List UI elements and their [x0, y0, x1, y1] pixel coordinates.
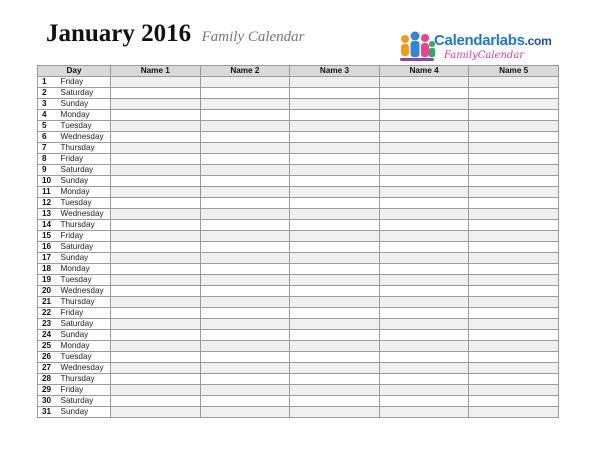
name-4-cell[interactable]: [379, 341, 469, 352]
name-5-cell[interactable]: [469, 363, 559, 374]
weekday-name: Monday: [59, 187, 111, 198]
name-4-cell[interactable]: [379, 385, 469, 396]
name-3-cell[interactable]: [290, 187, 380, 198]
name-2-cell[interactable]: [200, 242, 290, 253]
name-4-cell[interactable]: [379, 264, 469, 275]
day-number: 14: [38, 220, 59, 231]
name-2-cell[interactable]: [200, 187, 290, 198]
name-4-cell[interactable]: [379, 352, 469, 363]
day-number: 11: [38, 187, 59, 198]
day-number: 7: [38, 143, 59, 154]
name-3-cell[interactable]: [290, 242, 380, 253]
name-4-cell[interactable]: [379, 77, 469, 88]
day-number: 1: [38, 77, 59, 88]
name-2-cell[interactable]: [200, 77, 290, 88]
name-4-cell[interactable]: [379, 242, 469, 253]
column-header-day: Day: [38, 66, 111, 77]
name-3-cell[interactable]: [290, 407, 380, 418]
name-5-cell[interactable]: [469, 176, 559, 187]
name-1-cell[interactable]: [111, 253, 201, 264]
name-5-cell[interactable]: [469, 253, 559, 264]
day-number: 30: [38, 396, 59, 407]
name-3-cell[interactable]: [290, 165, 380, 176]
name-3-cell[interactable]: [290, 220, 380, 231]
name-4-cell[interactable]: [379, 275, 469, 286]
name-4-cell[interactable]: [379, 88, 469, 99]
name-1-cell[interactable]: [111, 110, 201, 121]
name-2-cell[interactable]: [200, 275, 290, 286]
day-number: 5: [38, 121, 59, 132]
name-5-cell[interactable]: [469, 198, 559, 209]
name-2-cell[interactable]: [200, 209, 290, 220]
column-header-name-2: Name 2: [200, 66, 290, 77]
table-row: [38, 231, 559, 242]
table-row: [38, 308, 559, 319]
name-1-cell[interactable]: [111, 165, 201, 176]
name-1-cell[interactable]: [111, 77, 201, 88]
name-3-cell[interactable]: [290, 88, 380, 99]
table-row: [38, 275, 559, 286]
column-header-name-3: Name 3: [290, 66, 380, 77]
name-4-cell[interactable]: [379, 363, 469, 374]
weekday-name: Friday: [59, 154, 111, 165]
day-number: 31: [38, 407, 59, 418]
name-3-cell[interactable]: [290, 121, 380, 132]
name-4-cell[interactable]: [379, 308, 469, 319]
table-row: [38, 121, 559, 132]
name-1-cell[interactable]: [111, 242, 201, 253]
day-number: 19: [38, 275, 59, 286]
name-3-cell[interactable]: [290, 176, 380, 187]
name-2-cell[interactable]: [200, 396, 290, 407]
name-5-cell[interactable]: [469, 385, 559, 396]
name-5-cell[interactable]: [469, 231, 559, 242]
name-2-cell[interactable]: [200, 132, 290, 143]
name-1-cell[interactable]: [111, 319, 201, 330]
name-3-cell[interactable]: [290, 99, 380, 110]
name-3-cell[interactable]: [290, 275, 380, 286]
day-number: 18: [38, 264, 59, 275]
weekday-name: Wednesday: [59, 286, 111, 297]
logo-wordmark: Calendarlabs.com: [434, 32, 552, 49]
day-number: 4: [38, 110, 59, 121]
name-5-cell[interactable]: [469, 341, 559, 352]
day-number: 8: [38, 154, 59, 165]
name-3-cell[interactable]: [290, 352, 380, 363]
weekday-name: Saturday: [59, 319, 111, 330]
table-row: [38, 363, 559, 374]
table-row: [38, 297, 559, 308]
name-2-cell[interactable]: [200, 363, 290, 374]
table-row: [38, 198, 559, 209]
name-4-cell[interactable]: [379, 198, 469, 209]
column-header-name-1: Name 1: [111, 66, 201, 77]
weekday-name: Wednesday: [59, 363, 111, 374]
name-2-cell[interactable]: [200, 154, 290, 165]
name-5-cell[interactable]: [469, 374, 559, 385]
name-4-cell[interactable]: [379, 330, 469, 341]
name-1-cell[interactable]: [111, 198, 201, 209]
name-1-cell[interactable]: [111, 209, 201, 220]
name-2-cell[interactable]: [200, 88, 290, 99]
weekday-name: Sunday: [59, 99, 111, 110]
name-2-cell[interactable]: [200, 341, 290, 352]
name-5-cell[interactable]: [469, 286, 559, 297]
day-number: 25: [38, 341, 59, 352]
weekday-name: Wednesday: [59, 132, 111, 143]
name-3-cell[interactable]: [290, 198, 380, 209]
name-3-cell[interactable]: [290, 385, 380, 396]
name-1-cell[interactable]: [111, 396, 201, 407]
table-row: [38, 330, 559, 341]
table-row: [38, 132, 559, 143]
name-2-cell[interactable]: [200, 330, 290, 341]
weekday-name: Sunday: [59, 176, 111, 187]
day-number: 3: [38, 99, 59, 110]
name-4-cell[interactable]: [379, 209, 469, 220]
name-2-cell[interactable]: [200, 121, 290, 132]
name-1-cell[interactable]: [111, 99, 201, 110]
weekday-name: Saturday: [59, 242, 111, 253]
table-row: [38, 220, 559, 231]
day-number: 20: [38, 286, 59, 297]
name-1-cell[interactable]: [111, 143, 201, 154]
name-1-cell[interactable]: [111, 187, 201, 198]
name-4-cell[interactable]: [379, 231, 469, 242]
name-2-cell[interactable]: [200, 385, 290, 396]
name-5-cell[interactable]: [469, 209, 559, 220]
name-4-cell[interactable]: [379, 121, 469, 132]
weekday-name: Monday: [59, 341, 111, 352]
name-2-cell[interactable]: [200, 374, 290, 385]
name-2-cell[interactable]: [200, 407, 290, 418]
name-3-cell[interactable]: [290, 297, 380, 308]
name-2-cell[interactable]: [200, 165, 290, 176]
table-row: [38, 143, 559, 154]
name-2-cell[interactable]: [200, 143, 290, 154]
day-number: 27: [38, 363, 59, 374]
day-number: 23: [38, 319, 59, 330]
weekday-name: Thursday: [59, 220, 111, 231]
name-1-cell[interactable]: [111, 385, 201, 396]
name-5-cell[interactable]: [469, 154, 559, 165]
day-number: 24: [38, 330, 59, 341]
name-3-cell[interactable]: [290, 374, 380, 385]
weekday-name: Tuesday: [59, 275, 111, 286]
name-3-cell[interactable]: [290, 132, 380, 143]
weekday-name: Thursday: [59, 143, 111, 154]
name-3-cell[interactable]: [290, 110, 380, 121]
name-2-cell[interactable]: [200, 352, 290, 363]
name-4-cell[interactable]: [379, 154, 469, 165]
name-4-cell[interactable]: [379, 396, 469, 407]
name-1-cell[interactable]: [111, 231, 201, 242]
name-5-cell[interactable]: [469, 275, 559, 286]
name-3-cell[interactable]: [290, 264, 380, 275]
weekday-name: Tuesday: [59, 198, 111, 209]
name-1-cell[interactable]: [111, 330, 201, 341]
name-2-cell[interactable]: [200, 99, 290, 110]
day-number: 28: [38, 374, 59, 385]
name-2-cell[interactable]: [200, 308, 290, 319]
weekday-name: Monday: [59, 110, 111, 121]
day-number: 26: [38, 352, 59, 363]
table-row: [38, 99, 559, 110]
table-row: [38, 253, 559, 264]
name-1-cell[interactable]: [111, 220, 201, 231]
name-1-cell[interactable]: [111, 352, 201, 363]
name-5-cell[interactable]: [469, 407, 559, 418]
name-2-cell[interactable]: [200, 253, 290, 264]
calendarlabs-logo: [398, 30, 558, 66]
day-number: 17: [38, 253, 59, 264]
name-4-cell[interactable]: [379, 165, 469, 176]
name-1-cell[interactable]: [111, 297, 201, 308]
name-4-cell[interactable]: [379, 110, 469, 121]
calendar-subtitle: Family Calendar: [201, 29, 305, 45]
day-number: 22: [38, 308, 59, 319]
weekday-name: Sunday: [59, 407, 111, 418]
weekday-name: Tuesday: [59, 352, 111, 363]
name-4-cell[interactable]: [379, 187, 469, 198]
name-3-cell[interactable]: [290, 330, 380, 341]
weekday-name: Friday: [59, 308, 111, 319]
name-4-cell[interactable]: [379, 253, 469, 264]
name-5-cell[interactable]: [469, 187, 559, 198]
logo-tagline: FamilyCalendar: [444, 50, 525, 61]
name-3-cell[interactable]: [290, 154, 380, 165]
name-3-cell[interactable]: [290, 77, 380, 88]
weekday-name: Thursday: [59, 297, 111, 308]
name-2-cell[interactable]: [200, 198, 290, 209]
column-header-name-4: Name 4: [379, 66, 469, 77]
table-row: [38, 154, 559, 165]
name-4-cell[interactable]: [379, 374, 469, 385]
table-row: [38, 209, 559, 220]
day-number: 21: [38, 297, 59, 308]
name-2-cell[interactable]: [200, 220, 290, 231]
day-number: 15: [38, 231, 59, 242]
name-3-cell[interactable]: [290, 396, 380, 407]
name-4-cell[interactable]: [379, 407, 469, 418]
name-4-cell[interactable]: [379, 143, 469, 154]
table-row: [38, 264, 559, 275]
table-row: [38, 396, 559, 407]
name-3-cell[interactable]: [290, 286, 380, 297]
weekday-name: Saturday: [59, 88, 111, 99]
name-1-cell[interactable]: [111, 264, 201, 275]
name-5-cell[interactable]: [469, 319, 559, 330]
name-3-cell[interactable]: [290, 253, 380, 264]
table-row: [38, 176, 559, 187]
table-row: [38, 374, 559, 385]
calendar-table: [37, 65, 559, 418]
name-2-cell[interactable]: [200, 319, 290, 330]
weekday-name: Friday: [59, 385, 111, 396]
name-4-cell[interactable]: [379, 99, 469, 110]
weekday-name: Saturday: [59, 396, 111, 407]
table-row: [38, 407, 559, 418]
day-number: 13: [38, 209, 59, 220]
table-row: [38, 165, 559, 176]
name-5-cell[interactable]: [469, 165, 559, 176]
calendar-body: [38, 77, 559, 418]
name-5-cell[interactable]: [469, 77, 559, 88]
weekday-name: Friday: [59, 77, 111, 88]
name-5-cell[interactable]: [469, 220, 559, 231]
table-row: [38, 110, 559, 121]
name-1-cell[interactable]: [111, 275, 201, 286]
name-5-cell[interactable]: [469, 264, 559, 275]
day-number: 12: [38, 198, 59, 209]
weekday-name: Friday: [59, 231, 111, 242]
name-1-cell[interactable]: [111, 88, 201, 99]
name-1-cell[interactable]: [111, 154, 201, 165]
name-5-cell[interactable]: [469, 132, 559, 143]
table-row: [38, 187, 559, 198]
family-figures-icon: [398, 30, 436, 64]
day-number: 2: [38, 88, 59, 99]
table-row: [38, 352, 559, 363]
name-5-cell[interactable]: [469, 308, 559, 319]
table-row: [38, 88, 559, 99]
name-5-cell[interactable]: [469, 396, 559, 407]
name-5-cell[interactable]: [469, 110, 559, 121]
name-3-cell[interactable]: [290, 319, 380, 330]
table-row: [38, 385, 559, 396]
name-2-cell[interactable]: [200, 286, 290, 297]
table-row: [38, 286, 559, 297]
name-3-cell[interactable]: [290, 363, 380, 374]
column-header-name-5: Name 5: [469, 66, 559, 77]
name-5-cell[interactable]: [469, 297, 559, 308]
name-1-cell[interactable]: [111, 176, 201, 187]
calendar-title: [46, 20, 305, 48]
table-row: [38, 341, 559, 352]
table-row: [38, 77, 559, 88]
name-2-cell[interactable]: [200, 297, 290, 308]
name-2-cell[interactable]: [200, 231, 290, 242]
table-row: [38, 319, 559, 330]
day-number: 10: [38, 176, 59, 187]
day-number: 6: [38, 132, 59, 143]
name-3-cell[interactable]: [290, 209, 380, 220]
name-4-cell[interactable]: [379, 176, 469, 187]
weekday-name: Tuesday: [59, 121, 111, 132]
name-1-cell[interactable]: [111, 341, 201, 352]
name-1-cell[interactable]: [111, 407, 201, 418]
name-5-cell[interactable]: [469, 242, 559, 253]
name-4-cell[interactable]: [379, 220, 469, 231]
day-number: 29: [38, 385, 59, 396]
day-number: 9: [38, 165, 59, 176]
weekday-name: Sunday: [59, 253, 111, 264]
name-5-cell[interactable]: [469, 352, 559, 363]
name-1-cell[interactable]: [111, 374, 201, 385]
name-1-cell[interactable]: [111, 286, 201, 297]
name-1-cell[interactable]: [111, 121, 201, 132]
name-1-cell[interactable]: [111, 132, 201, 143]
name-4-cell[interactable]: [379, 297, 469, 308]
month-year-heading: January 2016: [46, 20, 192, 47]
name-2-cell[interactable]: [200, 110, 290, 121]
name-3-cell[interactable]: [290, 341, 380, 352]
name-4-cell[interactable]: [379, 286, 469, 297]
name-5-cell[interactable]: [469, 121, 559, 132]
name-4-cell[interactable]: [379, 319, 469, 330]
name-5-cell[interactable]: [469, 143, 559, 154]
name-5-cell[interactable]: [469, 330, 559, 341]
name-1-cell[interactable]: [111, 308, 201, 319]
header-row: [38, 66, 559, 77]
name-4-cell[interactable]: [379, 132, 469, 143]
name-2-cell[interactable]: [200, 264, 290, 275]
name-1-cell[interactable]: [111, 363, 201, 374]
weekday-name: Sunday: [59, 330, 111, 341]
weekday-name: Wednesday: [59, 209, 111, 220]
name-5-cell[interactable]: [469, 88, 559, 99]
name-3-cell[interactable]: [290, 308, 380, 319]
weekday-name: Thursday: [59, 374, 111, 385]
name-5-cell[interactable]: [469, 99, 559, 110]
weekday-name: Saturday: [59, 165, 111, 176]
name-3-cell[interactable]: [290, 231, 380, 242]
day-number: 16: [38, 242, 59, 253]
table-row: [38, 242, 559, 253]
name-3-cell[interactable]: [290, 143, 380, 154]
name-2-cell[interactable]: [200, 176, 290, 187]
weekday-name: Monday: [59, 264, 111, 275]
